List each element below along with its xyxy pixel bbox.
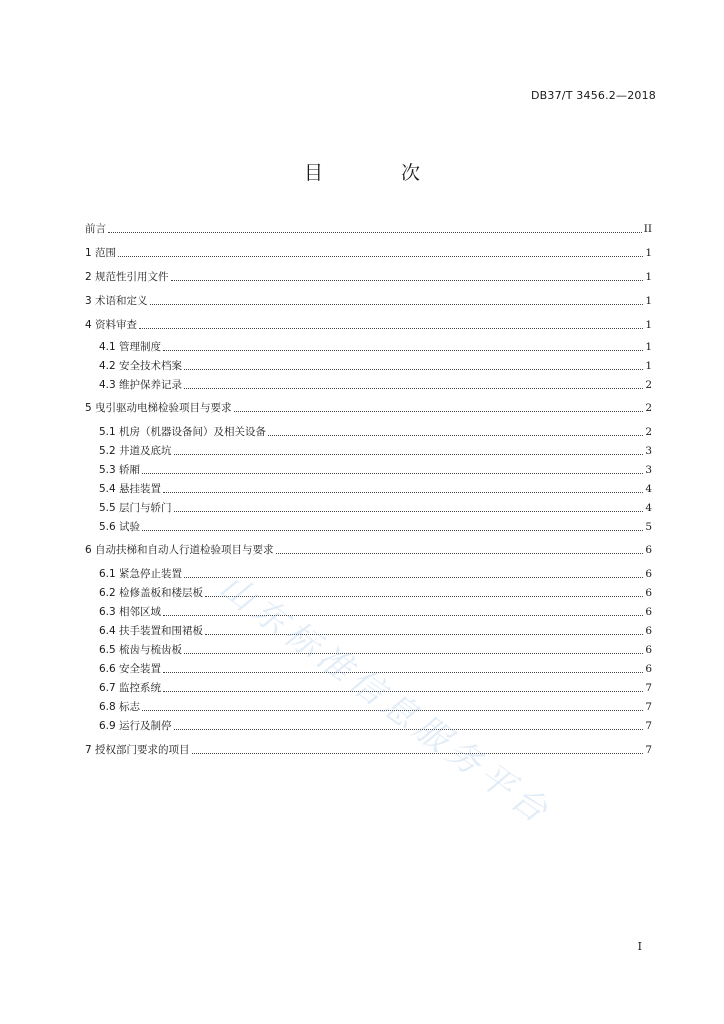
toc-leader-dots <box>234 410 644 412</box>
toc-entry-label: 6 自动扶梯和自动人行道检验项目与要求 <box>85 544 274 556</box>
toc-entry-page: 2 <box>645 402 652 414</box>
page-number: I <box>637 940 642 953</box>
toc-entry-label: 6.6 安全装置 <box>99 663 162 675</box>
toc-entry[interactable] <box>85 741 652 757</box>
toc-entry[interactable] <box>99 376 652 392</box>
toc-entry[interactable] <box>99 338 652 354</box>
toc-entry-label: 4.2 安全技术档案 <box>99 360 183 372</box>
toc-entry-page: 7 <box>645 720 652 732</box>
toc-leader-dots <box>163 690 643 692</box>
toc-entry[interactable] <box>99 499 652 515</box>
toc-entry[interactable] <box>99 660 652 676</box>
toc-entry-page: 7 <box>645 682 652 694</box>
toc-entry-page: II <box>643 223 652 235</box>
toc-entry[interactable] <box>85 220 652 236</box>
toc-leader-dots <box>192 752 644 754</box>
toc-entry-label: 7 授权部门要求的项目 <box>85 744 190 756</box>
toc-entry[interactable] <box>99 518 652 534</box>
toc-leader-dots <box>174 728 644 730</box>
toc-leader-dots <box>163 349 643 351</box>
toc-entry-label: 5.4 悬挂装置 <box>99 483 162 495</box>
toc-entry-label: 6.7 监控系统 <box>99 682 162 694</box>
toc-entry[interactable] <box>99 442 652 458</box>
toc-entry[interactable] <box>99 584 652 600</box>
page-title: 目 次 <box>303 162 457 184</box>
toc-entry[interactable] <box>99 698 652 714</box>
toc-leader-dots <box>142 709 643 711</box>
toc-leader-dots <box>184 368 643 370</box>
toc-leader-dots <box>142 529 643 531</box>
toc-entry[interactable] <box>99 641 652 657</box>
toc-leader-dots <box>276 552 644 554</box>
toc-entry[interactable] <box>99 461 652 477</box>
toc-entry-label: 前言 <box>85 223 106 235</box>
toc-entry-page: 6 <box>645 625 652 637</box>
toc-leader-dots <box>174 453 644 455</box>
toc-leader-dots <box>108 231 642 233</box>
toc-entry-page: 3 <box>645 464 652 476</box>
toc-entry-page: 7 <box>645 701 652 713</box>
toc-entry-label: 4 资料审查 <box>85 319 138 331</box>
toc-entry-page: 1 <box>645 247 652 259</box>
toc-leader-dots <box>163 491 643 493</box>
toc-entry-page: 2 <box>645 379 652 391</box>
toc-entry-page: 1 <box>645 341 652 353</box>
toc-entry-label: 5.6 试验 <box>99 521 141 533</box>
toc-entry-label: 4.3 维护保养记录 <box>99 379 183 391</box>
toc-leader-dots <box>163 671 643 673</box>
toc-entry-label: 2 规范性引用文件 <box>85 271 169 283</box>
toc-leader-dots <box>171 279 644 281</box>
toc-entry[interactable] <box>99 679 652 695</box>
toc-entry-page: 6 <box>645 606 652 618</box>
toc-entry[interactable] <box>85 316 652 332</box>
toc-entry[interactable] <box>85 244 652 260</box>
toc-leader-dots <box>184 652 643 654</box>
toc-entry[interactable] <box>99 357 652 373</box>
toc-entry-label: 6.2 检修盖板和楼层板 <box>99 587 204 599</box>
toc-leader-dots <box>118 255 643 257</box>
toc-entry[interactable] <box>85 541 652 557</box>
toc-entry-label: 5.2 井道及底坑 <box>99 445 172 457</box>
toc-entry-label: 6.9 运行及制停 <box>99 720 172 732</box>
toc-entry-label: 4.1 管理制度 <box>99 341 162 353</box>
toc-entry-label: 3 术语和定义 <box>85 295 148 307</box>
toc-entry[interactable] <box>99 423 652 439</box>
toc-entry-page: 1 <box>645 295 652 307</box>
toc-entry-page: 2 <box>645 426 652 438</box>
toc-entry[interactable] <box>99 603 652 619</box>
toc-leader-dots <box>184 576 643 578</box>
toc-entry-page: 3 <box>645 445 652 457</box>
toc-leader-dots <box>205 633 643 635</box>
toc-entry-page: 1 <box>645 360 652 372</box>
toc-leader-dots <box>150 303 644 305</box>
toc-entry-page: 1 <box>645 271 652 283</box>
toc-entry-page: 7 <box>645 744 652 756</box>
toc-leader-dots <box>184 387 643 389</box>
toc-entry-label: 5 曳引驱动电梯检验项目与要求 <box>85 402 232 414</box>
toc-entry-page: 5 <box>645 521 652 533</box>
toc-entry[interactable] <box>99 622 652 638</box>
toc-entry[interactable] <box>99 717 652 733</box>
toc-leader-dots <box>139 327 643 329</box>
standard-code: DB37/T 3456.2—2018 <box>530 89 656 102</box>
toc-entry[interactable] <box>99 565 652 581</box>
toc-entry-page: 4 <box>645 502 652 514</box>
toc-entry-label: 6.1 紧急停止装置 <box>99 568 183 580</box>
toc-entry-page: 1 <box>645 319 652 331</box>
toc-entry[interactable] <box>85 292 652 308</box>
toc-entry-label: 1 范围 <box>85 247 117 259</box>
toc-entry-page: 4 <box>645 483 652 495</box>
toc-entry-page: 6 <box>645 544 652 556</box>
toc-leader-dots <box>163 614 643 616</box>
toc-entry-page: 6 <box>645 663 652 675</box>
toc-entry-label: 5.5 层门与轿门 <box>99 502 172 514</box>
toc-entry-label: 6.4 扶手装置和围裙板 <box>99 625 204 637</box>
toc-entry-label: 6.3 相邻区域 <box>99 606 162 618</box>
toc-leader-dots <box>205 595 643 597</box>
toc-entry-page: 6 <box>645 568 652 580</box>
toc-entry-page: 6 <box>645 587 652 599</box>
toc-entry-label: 6.5 梳齿与梳齿板 <box>99 644 183 656</box>
toc-entry[interactable] <box>85 268 652 284</box>
toc-entry[interactable] <box>85 399 652 415</box>
toc-leader-dots <box>142 472 643 474</box>
toc-entry-label: 5.3 轿厢 <box>99 464 141 476</box>
toc-entry[interactable] <box>99 480 652 496</box>
toc-leader-dots <box>268 434 643 436</box>
watermark: 山东标准信息服务平台 <box>211 566 559 834</box>
toc-entry-label: 6.8 标志 <box>99 701 141 713</box>
toc-entry-label: 5.1 机房（机器设备间）及相关设备 <box>99 426 267 438</box>
toc-entry-page: 6 <box>645 644 652 656</box>
toc-leader-dots <box>174 510 644 512</box>
